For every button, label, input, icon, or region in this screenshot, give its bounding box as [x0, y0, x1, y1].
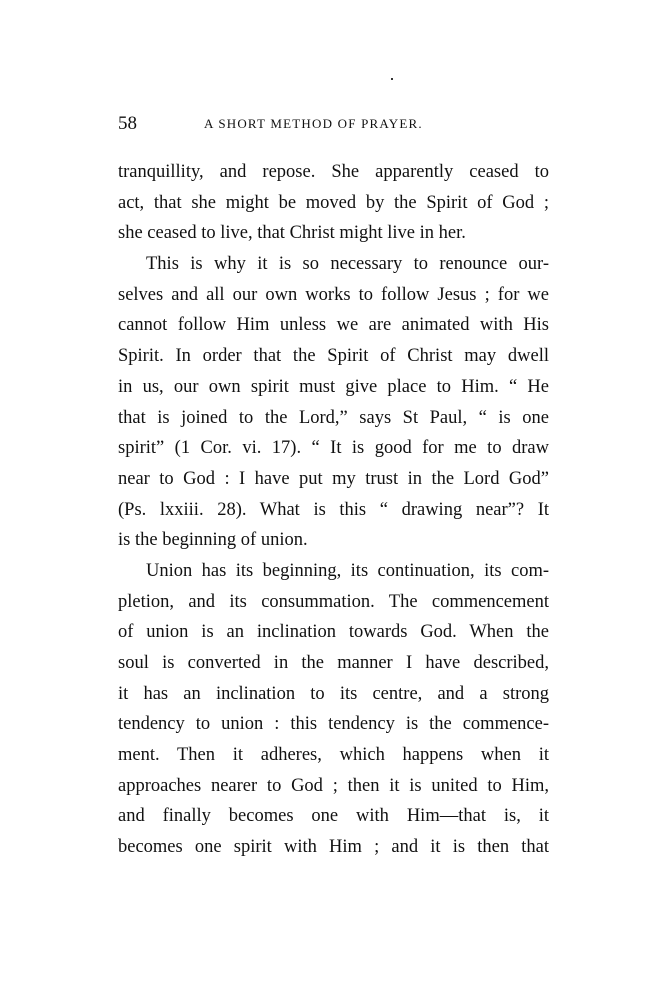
running-title: A SHORT METHOD OF PRAYER.: [204, 116, 423, 131]
text-line: ment. Then it adheres, which happens when it: [118, 745, 549, 766]
text-line: it has an inclination to its centre, and a strong: [118, 683, 549, 704]
text-line: This is why it is so necessary to renounce our-: [146, 254, 549, 275]
text-line: Union has its beginning, its continuation, its com-: [146, 560, 549, 581]
text-line: becomes one spirit with Him ; and it is then that: [118, 837, 549, 858]
text-line: cannot follow Him unless we are animated with His: [118, 315, 549, 336]
text-line: is the beginning of union.: [118, 530, 308, 551]
text-line: tranquillity, and repose. She apparently ceased to: [118, 162, 549, 182]
text-line: she ceased to live, that Christ might live in her.: [118, 223, 466, 244]
page-body: [118, 157, 549, 863]
paragraph-1: [118, 157, 549, 249]
text-line: spirit” (1 Cor. vi. 17). “ It is good for me to draw: [118, 438, 549, 459]
paragraph-2: [118, 249, 549, 556]
text-line: Spirit. In order that the Spirit of Christ may dwell: [118, 346, 549, 367]
text-line: and finally becomes one with Him—that is, it: [118, 806, 549, 827]
text-line: of union is an inclination towards God. When the: [118, 622, 549, 643]
scan-speck: [391, 78, 393, 80]
text-line: near to God : I have put my trust in the Lord God”: [118, 468, 549, 489]
text-line: that is joined to the Lord,” says St Paul, “ is one: [118, 407, 549, 428]
text-line: act, that she might be moved by the Spirit of God ;: [118, 192, 549, 213]
text-line: approaches nearer to God ; then it is united to Him,: [118, 775, 549, 796]
text-line: soul is converted in the manner I have described,: [118, 653, 549, 673]
page-number: 58: [118, 113, 137, 134]
text-line: (Ps. lxxiii. 28). What is this “ drawing near”? It: [118, 499, 549, 520]
paragraph-3: [118, 556, 549, 863]
text-line: tendency to union : this tendency is the commence-: [118, 714, 549, 735]
text-line: selves and all our own works to follow Jesus ; for we: [118, 284, 549, 305]
text-line: pletion, and its consummation. The commencement: [118, 591, 549, 612]
text-line: in us, our own spirit must give place to Him. “ He: [118, 376, 549, 397]
running-header: [118, 113, 549, 138]
